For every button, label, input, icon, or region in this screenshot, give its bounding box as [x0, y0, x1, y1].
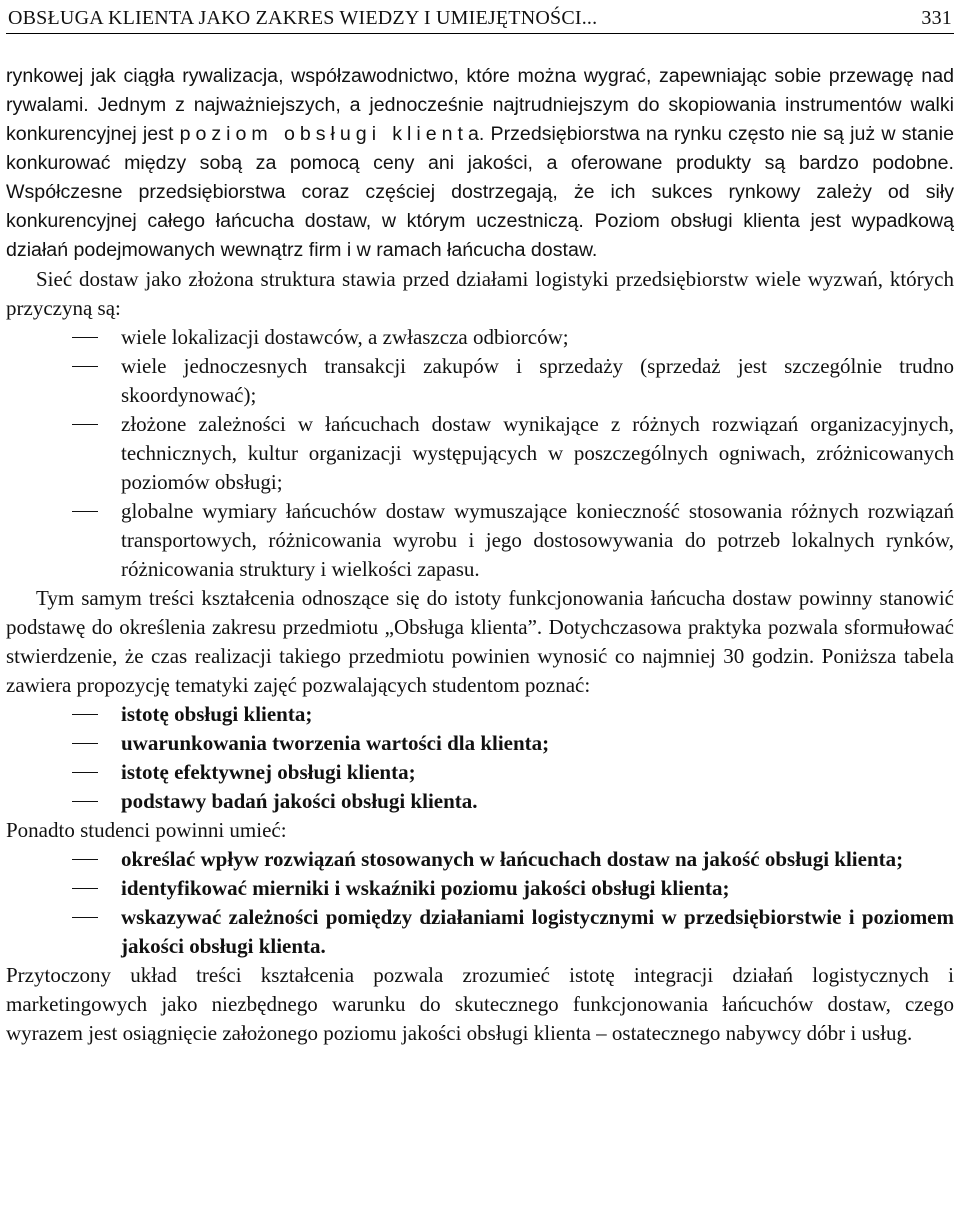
page-body	[6, 34, 954, 1048]
intro-emphasis: poziom obsługi klient	[179, 123, 468, 145]
challenges-list	[6, 323, 954, 584]
list-item: istotę efektywnej obsługi klienta;	[6, 758, 954, 787]
dash-bullet	[72, 366, 98, 367]
dash-bullet	[72, 424, 98, 425]
list-item: wiele jednoczesnych transakcji zakupów i sprzedaży (sprzedaż jest szczególnie trudno skoordynować);	[6, 352, 954, 410]
dash-bullet	[72, 772, 98, 773]
page-number: 331	[921, 7, 952, 29]
dash-bullet	[72, 917, 98, 918]
skills-intro: Ponadto studenci powinni umieć:	[6, 818, 287, 842]
intro-paragraph	[6, 62, 954, 265]
dash-bullet	[72, 511, 98, 512]
intro-text-2: a. Przedsiębiorstwa na rynku często nie są już w stanie konkurować między sobą za pomocą ceny ani jakości, a oferowane produkty są bardzo podobne.	[6, 123, 955, 174]
list-item: wskazywać zależności pomiędzy działaniami logistycznymi w przedsiębiorstwie i poziomem jakości obsługi klienta.	[6, 903, 954, 961]
header-title: OBSŁUGA KLIENTA JAKO ZAKRES WIEDZY I UMIEJĘTNOŚCI...	[8, 7, 598, 29]
dash-bullet	[72, 714, 98, 715]
network-intro-paragraph: Sieć dostaw jako złożona struktura stawia przed działami logistyki przedsiębiorstw wiele wyzwań, których przyczyną są:	[6, 267, 954, 320]
running-header	[6, 0, 954, 34]
dash-bullet	[72, 801, 98, 802]
list-item: złożone zależności w łańcuchach dostaw wynikające z różnych rozwiązań organizacyjnych, technicznych, kultur organizacji występujących w poszczególnych ogniwach, zróżnicowanych poziomów obsługi;	[6, 410, 954, 497]
list-item: istotę obsługi klienta;	[6, 700, 954, 729]
dash-bullet	[72, 888, 98, 889]
topics-list	[6, 700, 954, 816]
conclusion-paragraph: Przytoczony układ treści kształcenia pozwala zrozumieć istotę integracji działań logistycznych i marketingowych jako niezbędnego warunku do skutecznego funkcjonowania łańcuchów dostaw, czego wyrazem jest osiągnięcie założonego poziomu jakości obsługi klienta – ostatecznego nabywcy dóbr i usług.	[6, 963, 954, 1045]
skills-list	[6, 845, 954, 961]
list-item: uwarunkowania tworzenia wartości dla klienta;	[6, 729, 954, 758]
list-item: podstawy badań jakości obsługi klienta.	[6, 787, 954, 816]
intro-text-3: Współczesne przedsiębiorstwa coraz częściej dostrzegają, że ich sukces rynkowy zależy od siły konkurencyjnej całego łańcucha dostaw, w którym uczestniczą. Poziom obsługi klienta jest wypadkową działań podejmowanych wewnątrz firm i w ramach łańcucha dostaw.	[6, 181, 954, 261]
list-item: globalne wymiary łańcuchów dostaw wymuszające konieczność stosowania różnych rozwiązań transportowych, różnicowania wyrobu i jego dostosowywania do potrzeb lokalnych rynków, różnicowania struktury i wielkości zapasu.	[6, 497, 954, 584]
list-item: wiele lokalizacji dostawców, a zwłaszcza odbiorców;	[6, 323, 954, 352]
list-item: identyfikować mierniki i wskaźniki poziomu jakości obsługi klienta;	[6, 874, 954, 903]
dash-bullet	[72, 859, 98, 860]
intro-text-1: rynkowej jak ciągła rywalizacja, współzawodnictwo, które można wygrać, zapewniając sobie przewagę nad rywalami. Jednym z najważniejszych, a jednocześnie najtrudniejszym do skopiowania instrumentów walki konkurencyjnej jest	[6, 65, 954, 145]
dash-bullet	[72, 743, 98, 744]
document-page	[6, 0, 954, 1048]
dash-bullet	[72, 337, 98, 338]
list-item: określać wpływ rozwiązań stosowanych w łańcuchach dostaw na jakość obsługi klienta;	[6, 845, 954, 874]
course-paragraph: Tym samym treści kształcenia odnoszące się do istoty funkcjonowania łańcucha dostaw powinny stanowić podstawę do określenia zakresu przedmiotu „Obsługa klienta”. Dotychczasowa praktyka pozwala sformułować stwierdzenie, że czas realizacji takiego przedmiotu powinien wynosić co najmniej 30 godzin. Poniższa tabela zawiera propozycję tematyki zajęć pozwalających studentom poznać:	[6, 586, 954, 697]
